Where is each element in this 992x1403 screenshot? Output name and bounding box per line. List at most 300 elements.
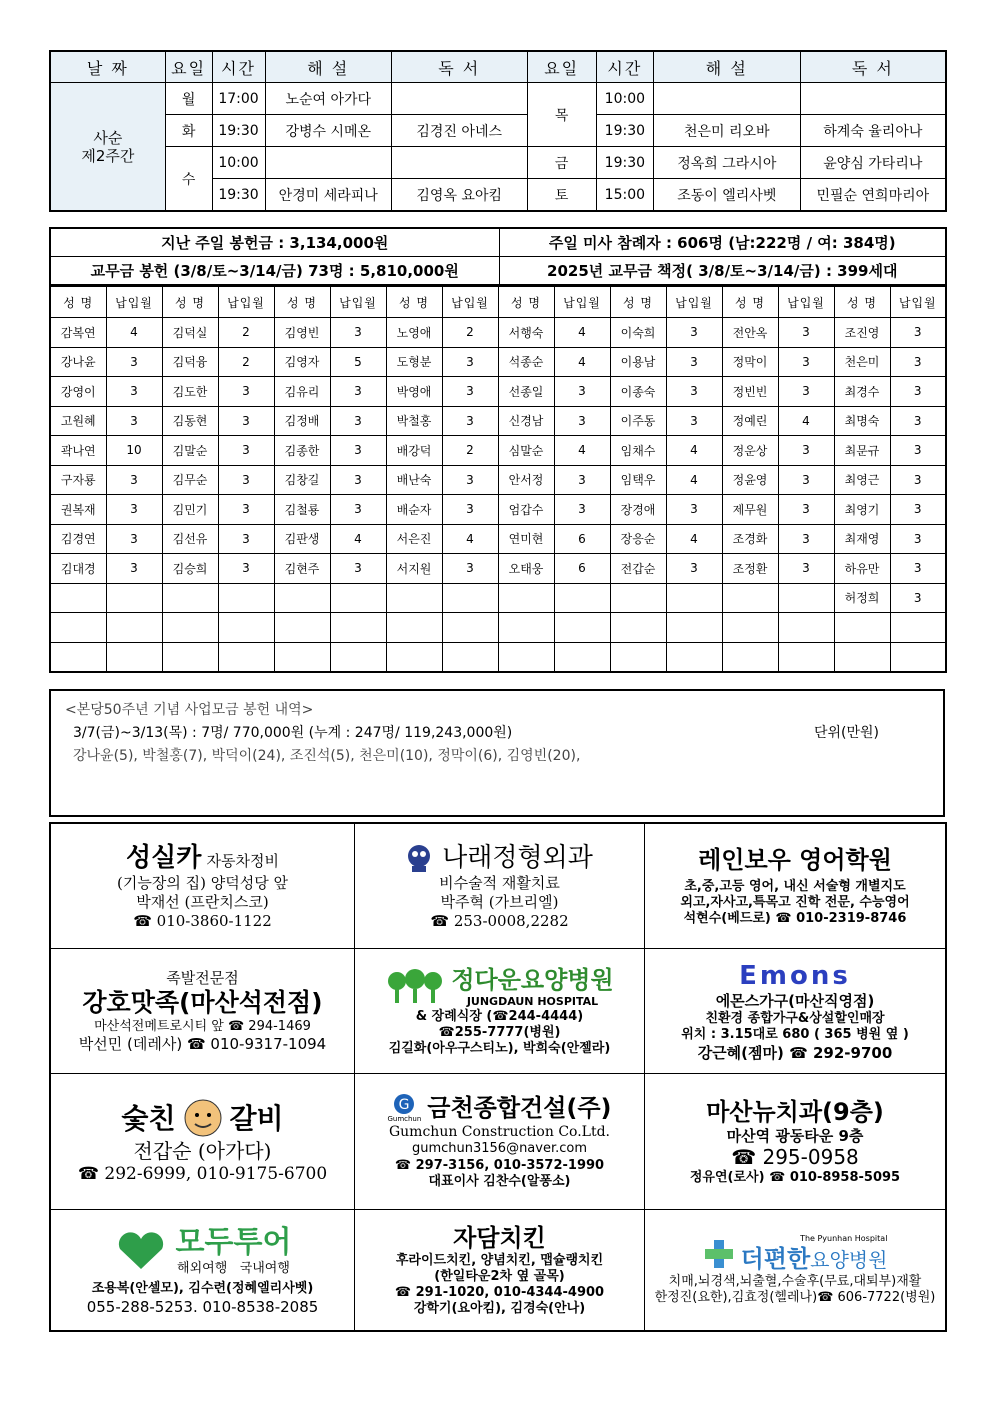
ad-eng: The Pyunhan Hospital bbox=[800, 1233, 888, 1243]
roster-name bbox=[610, 642, 666, 672]
ad-phone: ☎ 010-9317-1094 bbox=[187, 1035, 326, 1053]
roster-name: 장경애 bbox=[610, 495, 666, 525]
roster-months: 3 bbox=[106, 524, 162, 554]
roster-months: 3 bbox=[442, 377, 498, 407]
roster-months: 3 bbox=[330, 554, 386, 584]
roster-name: 장응순 bbox=[610, 524, 666, 554]
roster-months: 3 bbox=[218, 524, 274, 554]
day-cell: 화 bbox=[165, 115, 212, 147]
roster-name: 이숙희 bbox=[610, 318, 666, 348]
ad-contact: 전갑순 (아가다) bbox=[133, 1139, 272, 1164]
day-cell: 토 bbox=[527, 179, 596, 212]
roster-name bbox=[610, 613, 666, 643]
day-cell: 수 bbox=[165, 147, 212, 212]
time-cell: 10:00 bbox=[212, 147, 265, 179]
roster-name-header: 성 명 bbox=[834, 286, 890, 318]
roster-months: 6 bbox=[554, 524, 610, 554]
roster-name bbox=[498, 642, 554, 672]
ad-line: (기능장의 집) 양덕성당 앞 bbox=[117, 874, 288, 893]
offering-summary bbox=[49, 227, 947, 286]
roster-name: 김민기 bbox=[162, 495, 218, 525]
ad-contact: 강근혜(젬마) bbox=[697, 1043, 784, 1062]
roster-row bbox=[50, 554, 946, 584]
ad-jadam-chicken bbox=[355, 1210, 645, 1330]
ad-contact: 대표이사 김찬수(알퐁소) bbox=[428, 1173, 571, 1189]
roster-months: 3 bbox=[890, 406, 946, 436]
roster-months: 4 bbox=[778, 406, 834, 436]
ad-phone: ☎ 010-2319-8746 bbox=[775, 911, 906, 926]
ad-phone: 055-288-5253. 010-8538-2085 bbox=[86, 1297, 319, 1316]
mass-attendance: 주일 미사 참례자 : 606명 (남:222명 / 여: 384명) bbox=[499, 228, 946, 257]
roster-name: 최재영 bbox=[834, 524, 890, 554]
roster-name bbox=[834, 613, 890, 643]
ad-rainbow-english bbox=[645, 824, 945, 949]
header-reader: 독 서 bbox=[391, 51, 527, 83]
roster-months bbox=[218, 613, 274, 643]
roster-months bbox=[666, 642, 722, 672]
roster-months bbox=[330, 642, 386, 672]
roster-months: 4 bbox=[666, 465, 722, 495]
roster-months: 3 bbox=[442, 347, 498, 377]
ad-line: & 장례식장 (☎244-4444) bbox=[415, 1008, 584, 1024]
roster-month-header: 납입월 bbox=[554, 286, 610, 318]
roster-name-header: 성 명 bbox=[722, 286, 778, 318]
ad-phone: ☎ 291-1020, 010-4344-4900 bbox=[395, 1285, 604, 1301]
reader-cell: 김영옥 요아킴 bbox=[391, 179, 527, 212]
roster-name bbox=[50, 583, 106, 613]
ad-line: 친환경 종합가구&상설할인매장 bbox=[705, 1011, 885, 1026]
roster-months: 3 bbox=[218, 554, 274, 584]
roster-months: 2 bbox=[442, 318, 498, 348]
roster-months: 3 bbox=[778, 318, 834, 348]
ad-line: 외고,자사고,특목고 진학 전문, 수능영어 bbox=[680, 894, 910, 910]
roster-name: 노영애 bbox=[386, 318, 442, 348]
roster-name: 김덕융 bbox=[162, 347, 218, 377]
ad-phone: ☎ 297-3156, 010-3572-1990 bbox=[395, 1158, 604, 1174]
ad-line: ☎255-7777(병원) bbox=[438, 1024, 561, 1040]
roster-name: 조정환 bbox=[722, 554, 778, 584]
roster-months bbox=[554, 613, 610, 643]
roster-name: 김판생 bbox=[274, 524, 330, 554]
roster-name-header: 성 명 bbox=[498, 286, 554, 318]
roster-name: 이주동 bbox=[610, 406, 666, 436]
gumchun-logo-text: Gumchun bbox=[387, 1115, 422, 1123]
roster-name: 허정희 bbox=[834, 583, 890, 613]
roster-months: 3 bbox=[218, 495, 274, 525]
memorial-summary: 3/7(금)~3/13(목) : 7명/ 770,000원 (누계 : 247명/ 119,243,000원) bbox=[73, 725, 513, 741]
roster-name: 최문규 bbox=[834, 436, 890, 466]
roster-name-header: 성 명 bbox=[386, 286, 442, 318]
roster-name: 엄갑수 bbox=[498, 495, 554, 525]
roster-months: 3 bbox=[554, 495, 610, 525]
heart-logo-icon bbox=[114, 1231, 168, 1271]
roster-name: 연미현 bbox=[498, 524, 554, 554]
roster-months: 3 bbox=[330, 465, 386, 495]
memorial-fund-box bbox=[49, 689, 945, 817]
roster-months: 3 bbox=[106, 377, 162, 407]
roster-months bbox=[778, 642, 834, 672]
roster-months: 3 bbox=[442, 554, 498, 584]
roster-months: 3 bbox=[778, 465, 834, 495]
roster-months: 3 bbox=[890, 524, 946, 554]
roster-months: 3 bbox=[890, 347, 946, 377]
header-time-2: 시간 bbox=[596, 51, 653, 83]
hospital-logo-icon bbox=[385, 967, 445, 1007]
ad-line: 박재선 (프란치스코) bbox=[136, 892, 269, 911]
time-cell: 19:30 bbox=[212, 179, 265, 212]
roster-months: 3 bbox=[218, 406, 274, 436]
roster-months: 4 bbox=[442, 524, 498, 554]
roster-name: 배난숙 bbox=[386, 465, 442, 495]
chef-mascot-icon bbox=[182, 1097, 224, 1139]
dues-offering: 교무금 봉헌 (3/8/토~3/14/금) 73명 : 5,810,000원 bbox=[50, 257, 499, 286]
ad-top: 족발전문점 bbox=[166, 968, 239, 987]
roster-name: 정예린 bbox=[722, 406, 778, 436]
roster-months: 10 bbox=[106, 436, 162, 466]
roster-name: 구자룡 bbox=[50, 465, 106, 495]
roster-row bbox=[50, 524, 946, 554]
roster-name: 김정배 bbox=[274, 406, 330, 436]
roster-name: 정윤영 bbox=[722, 465, 778, 495]
roster-name: 최경수 bbox=[834, 377, 890, 407]
roster-row bbox=[50, 436, 946, 466]
roster-months: 4 bbox=[554, 436, 610, 466]
day-cell: 목 bbox=[527, 83, 596, 147]
header-day-2: 요일 bbox=[527, 51, 596, 83]
ad-name: 금천종합건설(주) bbox=[427, 1094, 612, 1123]
ad-name-suffix: 요양병원 bbox=[810, 1247, 888, 1272]
roster-months: 2 bbox=[218, 318, 274, 348]
roster-name: 고원혜 bbox=[50, 406, 106, 436]
roster-name: 김대경 bbox=[50, 554, 106, 584]
ad-contact: 조용복(안셀모), 김수련(정혜엘리사벳) bbox=[91, 1281, 314, 1297]
schedule-row bbox=[50, 83, 946, 115]
roster-name: 제무원 bbox=[722, 495, 778, 525]
ad-line: 마산석전메트로시티 앞 bbox=[94, 1018, 224, 1034]
commentary-cell: 안경미 세라피나 bbox=[265, 179, 391, 212]
roster-name bbox=[274, 642, 330, 672]
roster-months: 3 bbox=[890, 465, 946, 495]
emons-logo: Emons bbox=[739, 960, 851, 991]
roster-months: 4 bbox=[554, 347, 610, 377]
svg-text:G: G bbox=[398, 1097, 410, 1113]
roster-name: 조경화 bbox=[722, 524, 778, 554]
roster-months: 3 bbox=[330, 495, 386, 525]
ad-sutchin-galbi bbox=[51, 1074, 355, 1210]
ad-line: 초,중,고등 영어, 내신 서술형 개별지도 bbox=[684, 878, 906, 894]
ad-name: 에몬스가구(마산직영점) bbox=[715, 992, 875, 1011]
ad-sub: 해외여행 bbox=[177, 1261, 228, 1277]
dues-quota: 2025년 교무금 책정( 3/8/토~3/14/금) : 399세대 bbox=[499, 257, 946, 286]
commentary-cell bbox=[265, 147, 391, 179]
roster-name: 김무순 bbox=[162, 465, 218, 495]
roster-months bbox=[890, 613, 946, 643]
mascot-icon bbox=[406, 843, 432, 873]
roster-months: 3 bbox=[330, 377, 386, 407]
roster-months: 3 bbox=[890, 318, 946, 348]
roster-months bbox=[666, 613, 722, 643]
dues-roster-table bbox=[49, 285, 947, 673]
roster-name: 정빈빈 bbox=[722, 377, 778, 407]
ad-line: 박주혁 (가브리엘) bbox=[440, 892, 559, 911]
roster-months: 3 bbox=[890, 377, 946, 407]
roster-name: 임택우 bbox=[610, 465, 666, 495]
roster-months: 3 bbox=[106, 406, 162, 436]
roster-months: 3 bbox=[106, 465, 162, 495]
roster-name-header: 성 명 bbox=[162, 286, 218, 318]
ad-name: 자담치킨 bbox=[453, 1223, 546, 1252]
roster-name: 김영빈 bbox=[274, 318, 330, 348]
roster-name: 박철홍 bbox=[386, 406, 442, 436]
roster-name bbox=[834, 642, 890, 672]
roster-name bbox=[722, 583, 778, 613]
ad-phone: ☎ 294-1469 bbox=[228, 1019, 311, 1034]
roster-months: 3 bbox=[778, 524, 834, 554]
roster-months: 3 bbox=[778, 436, 834, 466]
roster-row bbox=[50, 583, 946, 613]
roster-name-header: 성 명 bbox=[50, 286, 106, 318]
gumchun-logo-icon bbox=[391, 1093, 417, 1115]
commentary-cell: 노순여 아가다 bbox=[265, 83, 391, 115]
memorial-donors: 강나윤(5), 박철홍(7), 박덕이(24), 조진석(5), 천은미(10), 정막이(6), 김영빈(20), bbox=[73, 748, 581, 764]
roster-name: 감복연 bbox=[50, 318, 106, 348]
reader-cell bbox=[800, 83, 946, 115]
roster-name bbox=[722, 613, 778, 643]
roster-months bbox=[106, 613, 162, 643]
roster-months bbox=[554, 583, 610, 613]
reader-cell: 김경진 아네스 bbox=[391, 115, 527, 147]
ad-contact: 강학기(요아킴), 김경숙(안나) bbox=[413, 1301, 586, 1317]
roster-name: 전갑순 bbox=[610, 554, 666, 584]
ad-gumchun-construction bbox=[355, 1074, 645, 1210]
roster-name-header: 성 명 bbox=[610, 286, 666, 318]
roster-months: 3 bbox=[890, 495, 946, 525]
ad-phone: ☎ 292-9700 bbox=[789, 1044, 892, 1062]
roster-months bbox=[442, 613, 498, 643]
roster-months: 3 bbox=[666, 377, 722, 407]
cross-logo-icon bbox=[703, 1238, 735, 1270]
ad-phone: ☎ 295-0958 bbox=[731, 1145, 859, 1170]
ad-name: 성실카 bbox=[126, 842, 202, 873]
roster-months: 3 bbox=[330, 406, 386, 436]
roster-name bbox=[610, 583, 666, 613]
roster-month-header: 납입월 bbox=[442, 286, 498, 318]
roster-row bbox=[50, 406, 946, 436]
header-commentary-2: 해 설 bbox=[653, 51, 800, 83]
roster-months: 3 bbox=[218, 377, 274, 407]
ads-grid bbox=[49, 822, 947, 1332]
commentary-cell: 정옥희 그라시아 bbox=[653, 147, 800, 179]
ad-line: 치매,뇌경색,뇌출혈,수술후(무료,대퇴부)재활 bbox=[668, 1273, 922, 1289]
commentary-cell: 조동이 엘리사벳 bbox=[653, 179, 800, 212]
roster-row bbox=[50, 613, 946, 643]
roster-months bbox=[554, 642, 610, 672]
roster-header-row bbox=[50, 286, 946, 318]
roster-row bbox=[50, 465, 946, 495]
roster-months bbox=[330, 583, 386, 613]
ad-emons-furniture bbox=[645, 949, 945, 1074]
ad-sub: 국내여행 bbox=[239, 1261, 290, 1277]
reader-cell bbox=[391, 83, 527, 115]
roster-name: 석종순 bbox=[498, 347, 554, 377]
roster-months: 3 bbox=[330, 318, 386, 348]
period-cell bbox=[50, 83, 165, 212]
commentary-cell: 강병수 시메온 bbox=[265, 115, 391, 147]
roster-name: 조진영 bbox=[834, 318, 890, 348]
roster-name: 서지원 bbox=[386, 554, 442, 584]
roster-months: 3 bbox=[106, 495, 162, 525]
roster-months: 3 bbox=[890, 583, 946, 613]
schedule-table bbox=[49, 50, 947, 212]
roster-name bbox=[498, 613, 554, 643]
ad-modutour bbox=[51, 1210, 355, 1330]
roster-months: 3 bbox=[330, 436, 386, 466]
roster-months: 3 bbox=[442, 465, 498, 495]
roster-name: 이용남 bbox=[610, 347, 666, 377]
roster-name: 김유리 bbox=[274, 377, 330, 407]
reader-cell bbox=[391, 147, 527, 179]
roster-months: 4 bbox=[554, 318, 610, 348]
time-cell: 10:00 bbox=[596, 83, 653, 115]
roster-months bbox=[778, 613, 834, 643]
ad-eng: Gumchun Construction Co.Ltd. bbox=[388, 1123, 610, 1140]
ad-phone: ☎ 010-8958-5095 bbox=[769, 1170, 900, 1185]
ad-contact: 정유연(로사) bbox=[689, 1170, 765, 1186]
ad-name: 갈비 bbox=[229, 1101, 284, 1135]
roster-month-header: 납입월 bbox=[330, 286, 386, 318]
roster-row bbox=[50, 495, 946, 525]
reader-cell: 윤양심 가타리나 bbox=[800, 147, 946, 179]
roster-name: 강영이 bbox=[50, 377, 106, 407]
ad-sub: 자동차정비 bbox=[206, 851, 279, 870]
time-cell: 17:00 bbox=[212, 83, 265, 115]
roster-months: 2 bbox=[442, 436, 498, 466]
roster-month-header: 납입월 bbox=[666, 286, 722, 318]
time-cell: 19:30 bbox=[212, 115, 265, 147]
roster-row bbox=[50, 347, 946, 377]
ad-deopyeonhan-hospital bbox=[645, 1210, 945, 1330]
roster-name: 배강덕 bbox=[386, 436, 442, 466]
roster-name bbox=[162, 613, 218, 643]
roster-month-header: 납입월 bbox=[106, 286, 162, 318]
roster-name: 오태웅 bbox=[498, 554, 554, 584]
day-cell: 금 bbox=[527, 147, 596, 179]
roster-name: 권복재 bbox=[50, 495, 106, 525]
roster-name-header: 성 명 bbox=[274, 286, 330, 318]
roster-name: 박영애 bbox=[386, 377, 442, 407]
roster-name: 김철룡 bbox=[274, 495, 330, 525]
last-week-offering: 지난 주일 봉헌금 : 3,134,000원 bbox=[50, 228, 499, 257]
roster-name: 최영기 bbox=[834, 495, 890, 525]
roster-months: 3 bbox=[666, 554, 722, 584]
memorial-title: <본당50주년 기념 사업모금 봉헌 내역> bbox=[65, 702, 314, 718]
roster-name: 선종일 bbox=[498, 377, 554, 407]
roster-name: 서은진 bbox=[386, 524, 442, 554]
roster-months bbox=[218, 642, 274, 672]
roster-months: 2 bbox=[218, 347, 274, 377]
roster-row bbox=[50, 377, 946, 407]
ad-line: 위치 : 3.15대로 680 ( 365 병원 옆 ) bbox=[681, 1027, 909, 1043]
header-commentary: 해 설 bbox=[265, 51, 391, 83]
ad-phone: ☎ 292-6999, 010-9175-6700 bbox=[78, 1164, 327, 1185]
roster-months: 3 bbox=[666, 406, 722, 436]
schedule-row bbox=[50, 115, 946, 147]
roster-name: 정막이 bbox=[722, 347, 778, 377]
roster-name: 전안옥 bbox=[722, 318, 778, 348]
ad-name: 숯친 bbox=[121, 1101, 176, 1135]
roster-name: 곽나연 bbox=[50, 436, 106, 466]
roster-months bbox=[442, 583, 498, 613]
schedule-header-row bbox=[50, 51, 946, 83]
roster-name: 서행숙 bbox=[498, 318, 554, 348]
header-day: 요일 bbox=[165, 51, 212, 83]
ad-line: 비수술적 재활치료 bbox=[439, 874, 560, 893]
ad-contact: 한정진(요한),김효정(헬레나) bbox=[654, 1290, 818, 1305]
roster-month-header: 납입월 bbox=[890, 286, 946, 318]
roster-months bbox=[778, 583, 834, 613]
ad-gangho-jokbal bbox=[51, 949, 355, 1074]
time-cell: 19:30 bbox=[596, 115, 653, 147]
commentary-cell: 천은미 리오바 bbox=[653, 115, 800, 147]
roster-months: 3 bbox=[442, 495, 498, 525]
roster-months bbox=[890, 642, 946, 672]
reader-cell: 민필순 연희마리아 bbox=[800, 179, 946, 212]
roster-name: 배순자 bbox=[386, 495, 442, 525]
ad-name: 강호맛족(마산석전점) bbox=[82, 988, 323, 1018]
roster-months: 3 bbox=[778, 377, 834, 407]
ad-name: 정다운요양병원 bbox=[451, 965, 614, 994]
ad-name: 레인보우 영어학원 bbox=[698, 845, 892, 874]
roster-name bbox=[162, 642, 218, 672]
period-line1: 사순 bbox=[93, 128, 123, 147]
memorial-unit: 단위(만원) bbox=[813, 725, 879, 741]
ad-name: 모두투어 bbox=[175, 1224, 292, 1260]
roster-month-header: 납입월 bbox=[778, 286, 834, 318]
roster-name: 임채수 bbox=[610, 436, 666, 466]
roster-months: 3 bbox=[218, 436, 274, 466]
ad-jungdaun-hospital bbox=[355, 949, 645, 1074]
roster-name bbox=[722, 642, 778, 672]
roster-name: 이종숙 bbox=[610, 377, 666, 407]
roster-name: 강나윤 bbox=[50, 347, 106, 377]
roster-months bbox=[218, 583, 274, 613]
ad-narae-orthopedics bbox=[355, 824, 645, 949]
ad-seongsilcar bbox=[51, 824, 355, 949]
ad-name: 마산뉴치과(9층) bbox=[706, 1097, 884, 1126]
roster-months: 6 bbox=[554, 554, 610, 584]
roster-months bbox=[106, 583, 162, 613]
roster-months: 5 bbox=[330, 347, 386, 377]
roster-months: 3 bbox=[554, 377, 610, 407]
roster-name: 천은미 bbox=[834, 347, 890, 377]
period-line2: 제2주간 bbox=[81, 146, 135, 165]
roster-name: 김덕실 bbox=[162, 318, 218, 348]
roster-months: 3 bbox=[442, 406, 498, 436]
roster-name: 김현주 bbox=[274, 554, 330, 584]
roster-months bbox=[106, 642, 162, 672]
time-cell: 19:30 bbox=[596, 147, 653, 179]
roster-name: 안서정 bbox=[498, 465, 554, 495]
time-cell: 15:00 bbox=[596, 179, 653, 212]
roster-name: 최명숙 bbox=[834, 406, 890, 436]
roster-name: 김종한 bbox=[274, 436, 330, 466]
day-cell: 월 bbox=[165, 83, 212, 115]
header-time: 시간 bbox=[212, 51, 265, 83]
ad-eng: JUNGDAUN HOSPITAL bbox=[466, 994, 599, 1008]
roster-months: 4 bbox=[106, 318, 162, 348]
ad-phone: ☎ 010-3860-1122 bbox=[133, 912, 272, 931]
roster-name: 김경연 bbox=[50, 524, 106, 554]
